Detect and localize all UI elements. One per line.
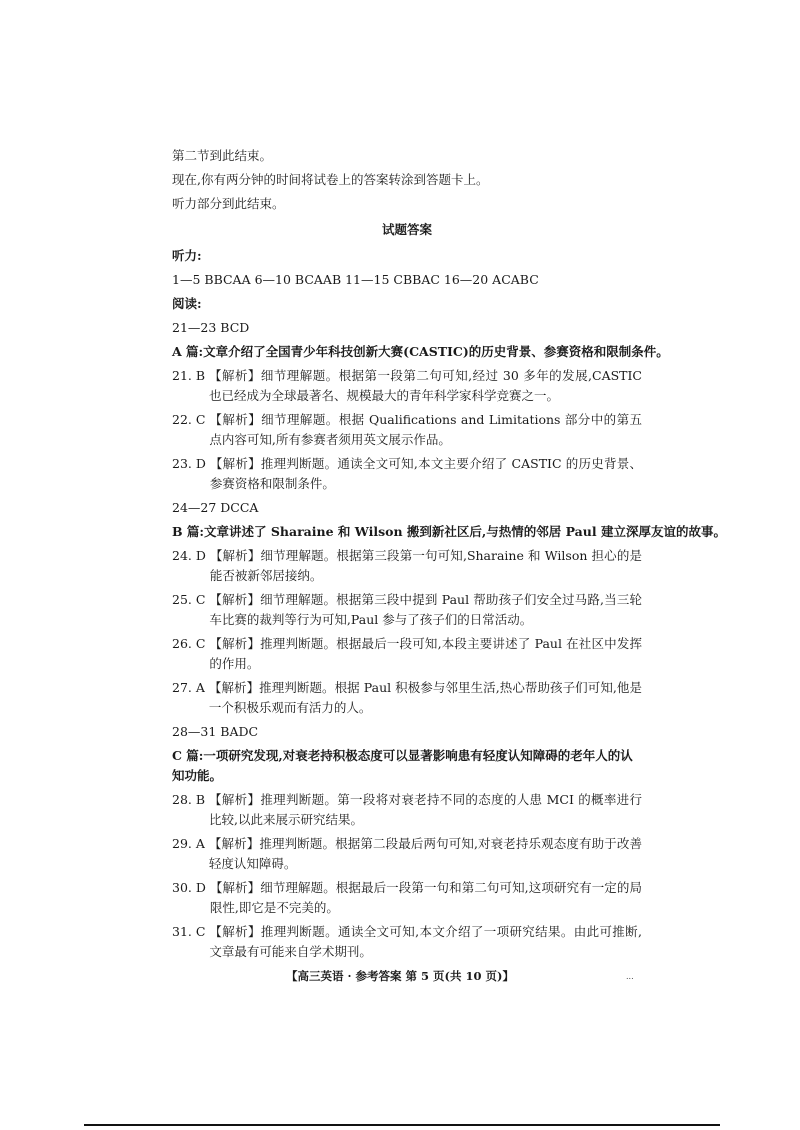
passage-c-summary: C 篇:一项研究发现,对衰老持积极态度可以显著影响患有轻度认知障碍的老年人的认知功能。 <box>172 748 633 783</box>
answer-explanation: 【解析】推理判断题。根据最后一段可知,本段主要讲述了 Paul 在社区中发挥的作用。 <box>209 636 642 671</box>
answer-number: 28. B <box>172 792 206 807</box>
passage-b-range: 24—27 DCCA <box>172 500 259 515</box>
answer-item-21 <box>172 366 642 406</box>
answer-item-24 <box>172 546 642 586</box>
passage-c-range: 28—31 BADC <box>172 724 259 739</box>
passage-b-summary: B 篇:文章讲述了 Sharaine 和 Wilson 搬到新社区后,与热情的邻居 Paul 建立深厚友谊的故事。 <box>172 524 726 539</box>
answer-number: 22. C <box>172 412 206 427</box>
intro-line: 听力部分到此结束。 <box>172 196 285 211</box>
answer-number: 29. A <box>172 836 205 851</box>
footer-mark: ... <box>626 972 634 981</box>
answer-item-31 <box>172 922 642 962</box>
intro-line: 第二节到此结束。 <box>172 148 273 163</box>
answer-item-23 <box>172 454 642 494</box>
answer-explanation: 【解析】推理判断题。根据第二段最后两句可知,对衰老持乐观态度有助于改善轻度认知障碍。 <box>208 836 642 871</box>
section-title: 试题答案 <box>381 222 432 237</box>
answer-item-29 <box>172 834 642 874</box>
answer-explanation: 【解析】细节理解题。根据第三段第一句可知,Sharaine 和 Wilson 担心的是能否被新邻居接纳。 <box>209 548 642 583</box>
answer-item-28 <box>172 790 642 830</box>
reading-label: 阅读: <box>172 296 202 311</box>
answer-explanation: 【解析】推理判断题。通读全文可知,本文介绍了一项研究结果。由此可推断,文章最有可能来自学术期刊。 <box>209 924 642 959</box>
listening-label: 听力: <box>172 248 202 263</box>
answer-item-26 <box>172 634 642 674</box>
answer-number: 23. D <box>172 456 206 471</box>
page-footer: 【高三英语 · 参考答案 第 5 页(共 10 页)】 <box>286 969 514 983</box>
answer-number: 24. D <box>172 548 206 563</box>
intro-line: 现在,你有两分钟的时间将试卷上的答案转涂到答题卡上。 <box>172 172 489 187</box>
bottom-divider <box>84 1124 720 1126</box>
answer-explanation: 【解析】细节理解题。根据第一段第二句可知,经过 30 多年的发展,CASTIC 也已经成为全球最著名、规模最大的青年科学家科学竞赛之一。 <box>209 368 642 403</box>
answer-explanation: 【解析】推理判断题。通读全文可知,本文主要介绍了 CASTIC 的历史背景、参赛资格和限制条件。 <box>209 456 642 491</box>
passage-a-range: 21—23 BCD <box>172 320 250 335</box>
answer-explanation: 【解析】细节理解题。根据 Qualifications and Limitations 部分中的第五点内容可知,所有参赛者须用英文展示作品。 <box>209 412 642 447</box>
answer-item-27 <box>172 678 642 718</box>
listening-answers: 1—5 BBCAA 6—10 BCAAB 11—15 CBBAC 16—20 ACABC <box>172 272 539 287</box>
answer-explanation: 【解析】推理判断题。根据 Paul 积极参与邻里生活,热心帮助孩子们可知,他是一个积极乐观而有活力的人。 <box>208 680 642 715</box>
answer-number: 31. C <box>172 924 206 939</box>
answer-number: 21. B <box>172 368 206 383</box>
answer-item-22 <box>172 410 642 450</box>
page-content <box>172 146 726 966</box>
answer-item-25 <box>172 590 642 630</box>
answer-number: 26. C <box>172 636 206 651</box>
answer-number: 27. A <box>172 680 205 695</box>
answer-explanation: 【解析】推理判断题。第一段将对衰老持不同的态度的人患 MCI 的概率进行比较,以此来展示研究结果。 <box>209 792 642 827</box>
answer-number: 30. D <box>172 880 206 895</box>
answer-item-30 <box>172 878 642 918</box>
passage-a-summary: A 篇:文章介绍了全国青少年科技创新大赛(CASTIC)的历史背景、参赛资格和限制条件。 <box>172 344 669 359</box>
answer-explanation: 【解析】细节理解题。根据最后一段第一句和第二句可知,这项研究有一定的局限性,即它是不完美的。 <box>209 880 642 915</box>
answer-number: 25. C <box>172 592 206 607</box>
answer-explanation: 【解析】细节理解题。根据第三段中提到 Paul 帮助孩子们安全过马路,当三轮车比赛的裁判等行为可知,Paul 参与了孩子们的日常活动。 <box>209 592 642 627</box>
